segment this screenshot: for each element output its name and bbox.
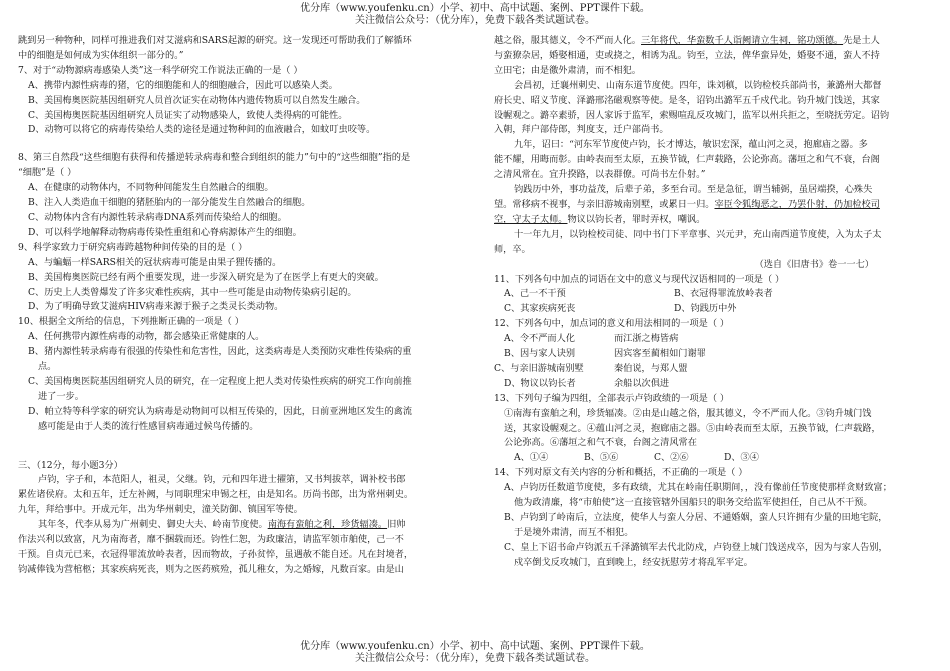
q11-option-a: A、己一不干预 — [504, 288, 566, 300]
q12-option-c-left: C、与亲旧游城南别墅 — [494, 362, 584, 374]
passage-line — [18, 518, 471, 533]
passage-line: 府长史、昭义节度、泽潞邢洺磁观察等使。是冬，诏钧出潞军五千戍代北。钧升城门饯送，其家 — [494, 94, 880, 106]
passage-line — [494, 213, 934, 228]
page-header — [0, 3, 950, 27]
q9-option-a: A、与蝙蝠一样SARS相关的冠状病毒可能是由果子狸传播的。 — [28, 256, 282, 268]
q14-option-a-cont: 他为政清廉，将“市舶使”这一直接管辖外国船只的职务交给监军使担任，自己从不干预。 — [514, 497, 873, 509]
question-8-stem-cont: “细胞”是（ ） — [18, 167, 77, 179]
q12-option-b — [494, 347, 934, 362]
underlined-sentence: 三年将代，华蛮数千人诣阙请立生祠，铭功颂德。 — [641, 35, 844, 46]
q13-items-line: 送，其家设幄观之。④蕴山河之灵，抱廊庙之器。⑤由岭表而至太原，五换节钺，仁声载路， — [504, 422, 881, 434]
q12-option-a-left: A、令不严而人化 — [504, 333, 575, 345]
underlined-sentence: 空，守太子太师。 — [494, 213, 568, 225]
intro-line: 中的细胞是如何成为实体组织一部分的。” — [18, 49, 184, 61]
q9-option-d: D、为了明确导致艾滋病HIV病毒来源于猴子之类灵长类动物。 — [28, 301, 284, 313]
q12-option-d-right: 余船以次俱进 — [614, 377, 670, 389]
q8-option-d: D、可以科学地解释动物病毒传染性重组和心脊病源体产生的细胞。 — [28, 226, 302, 238]
q13-option-c: C、②⑥ — [654, 452, 689, 464]
q11-option-d: D、钧践历中外 — [674, 303, 737, 315]
q11-option-c: C、其家疾病死丧 — [504, 303, 576, 315]
q14-option-c: C、皇上下诏书命卢钧派五千泽潞镇军去代北防戍，卢钧登上城门饯送戍卒，因为与家人告别， — [504, 541, 888, 553]
q9-option-c: C、历史上人类曾爆发了许多灾难性疾病，其中一些可能是由动物传染病引起的。 — [28, 286, 357, 298]
passage-text: 其年冬，代李从易为广州刺史、御史大夫、岭南节度使。 — [38, 519, 268, 531]
q7-option-b: B、美国梅奥医院基因组研究人员首次证实在动物体内遗传物质可以自然发生融合。 — [28, 94, 366, 106]
right-column — [494, 34, 934, 571]
q8-option-a: A、在健康的动物体内，不同物种间能发生自然融合的细胞。 — [28, 182, 274, 194]
q12-option-d-left: D、物议以钧长者 — [504, 377, 576, 389]
passage-text: 越之俗，服其德义，令不严而人化。 — [494, 35, 641, 46]
passage-line: 会昌初，迁襄州刺史、山南东道节度使。四年，诛刘稹，以钧检校兵部尚书，兼潞州大都督 — [514, 79, 882, 91]
q14-option-c-cont: 戍卒倒戈反攻城门，直到晚上，经安抚慰劳才将乱军平定。 — [514, 556, 753, 568]
passage-line: 十一年九月，以钧检校司徒、同中书门下平章事、兴元尹，充山南西道节度使，入为太子太 — [514, 228, 882, 240]
underlined-sentence: 南海有蛮舶之利，珍货辐凑。 — [267, 519, 388, 531]
question-7-stem: 7、对于“动物源病毒感染人类”这一科学研究工作说法正确的一是（ ） — [18, 64, 303, 76]
footer-line-1: 优分库（www.youfenku.cn）小学、初中、高中试题、案例、PPT课件下载。 — [300, 641, 650, 652]
q11-option-b: B、衣冠得罪流放岭表者 — [674, 288, 773, 300]
passage-text: 旧帅 — [387, 519, 406, 531]
q14-option-b: B、卢钧到了岭南后，立法度，使华人与蛮人分居、不通婚姻，蛮人只许拥有少量的田地宅院， — [504, 512, 888, 523]
passage-line: 与蛮獠杂居，婚娶相通，吏或挠之，相诱为乱。钧至，立法，俾华蛮异处，婚娶不通，蛮人不持 — [494, 49, 880, 61]
q13-option-d: D、③④ — [724, 452, 759, 464]
q10-option-d-cont: 感可能是由于人类的流行性感冒病毒通过候鸟传播的。 — [38, 420, 259, 432]
question-10-stem: 10、根据全文所给的信息，下列推断正确的一项是（ ） — [18, 316, 244, 328]
passage-line: 卢钧，字子和，本范阳人，祖灵，父继。钧，元和四年进士擢第，又书判拔萃，调补校书郎 — [38, 474, 406, 486]
intro-line: 跳到另一种物种，同样可推进我们对艾滋病和SARS起源的研究。这一发现还可帮助我们了解循环 — [18, 35, 412, 46]
passage-text: 物议以钧长者，罪时弄权，嘲讽。 — [567, 213, 706, 225]
passage-line: 之清风常在。宜升揆路，以表群僚。可尚书左仆射。” — [494, 169, 706, 181]
q10-option-c-cont: 进了一步。 — [38, 390, 84, 402]
q14-option-b-cont: 于是境外肃清，而互不相犯。 — [514, 526, 634, 538]
passage-text: 望。常移病不视事，与亲旧游城南别墅，或累日一归。 — [494, 198, 715, 210]
question-13-stem: 13、下列句子编为四组，全部表示卢钧政绩的一项是（ ） — [494, 392, 730, 404]
passage-source: （选自《旧唐书》卷一一七） — [754, 258, 874, 270]
passage-line: 设幄观之。潞卒素骄，因人家诉于监军，索赐喧乱反攻城门，监军以州兵拒之，至晓抚劳定。诏钧 — [494, 109, 890, 121]
passage-line: 九年，诏曰：“河东军节度使卢钧，长才博达，敏识宏深，蕴山河之灵，抱廊庙之器。多 — [514, 139, 868, 151]
q12-option-a — [494, 332, 934, 347]
q11-options-row-1 — [494, 287, 934, 302]
underlined-sentence: 宰臣令狐绹恶之，乃罢仆射，仍加检校司 — [714, 198, 880, 210]
passage-line: 九年，拜给事中。开成元年，出为华州刺史，潼关防御、镇国军等使。 — [18, 504, 303, 516]
q13-option-a: A、①④ — [514, 452, 549, 464]
question-9-stem: 9、科学家致力于研究病毒跨越物种间传染的目的是（ ） — [18, 241, 248, 253]
passage-line: 累佐诸侯府。太和五年，迁左补阙，与同职理宋申锡之枉，由是知名。历尚书郎，出为常州刺史。 — [18, 489, 414, 501]
q12-option-c-right: 秦伯说，与郑人盟 — [614, 362, 688, 374]
passage-line: 钧践历中外，事功益茂，后辈子弟，多至台司。至是急征，谓当辅弼，虽居端揆，心殊失 — [514, 184, 873, 196]
q12-option-c — [494, 362, 934, 377]
question-12-stem: 12、下列各句中，加点词的意义和用法相同的一项是（ ） — [494, 318, 730, 330]
q12-option-b-right: 因宾客至蔺相如门谢罪 — [614, 348, 706, 360]
q9-option-b: B、美国梅奥医院已经有两个重要发现，进一步深入研究是为了在医学上有更大的突破。 — [28, 271, 384, 283]
section-3-heading: 三、（12分，每小题3分） — [18, 459, 123, 471]
q10-option-b: B、猪内源性转录病毒有很强的传染性和危害性，因此，这类病毒是人类预防灾难性传染病的重 — [28, 346, 412, 358]
q14-option-a: A、卢钧历任数道节度使，多有政绩，尤其在岭南任职期间，，没有像前任节度使那样贪财致富； — [504, 482, 892, 494]
q10-option-d: D、帕立特等科学家的研究认为病毒是动物间可以相互传染的，因此，日前亚洲地区发生的禽流 — [28, 405, 413, 417]
footer-line-2: 关注微信公众号：（优分库），免费下载各类试题试卷。 — [355, 653, 595, 664]
q10-option-b-cont: 点。 — [38, 361, 57, 373]
passage-line: 作法兴利以致富，凡为南海者，靡不捆载而还。钧性仁恕，为政廉洁，请监军领市舶使，己一不 — [18, 534, 404, 546]
q11-options-row-2 — [494, 302, 934, 317]
passage-line: 能不耀，用晦而彰。由岭表而至太原，五换节钺，仁声载路，公论弥高。藩垣之和气不衰，台阁 — [494, 154, 880, 166]
passage-line — [494, 198, 934, 213]
q13-items-line: ①南海有蛮舶之利，珍货辐凑。②由是山越之俗，服其德义，令不严而人化。③钧升城门饯 — [504, 407, 872, 419]
passage-line: 干预。自贞元已来，衣冠得罪流放岭表者，因而物故，子孙贫悴，虽遇赦不能自还。凡在封境者， — [18, 549, 414, 560]
q8-option-c: C、动物体内含有内源性转录病毒DNA系列而传染给人的细胞。 — [28, 211, 287, 223]
header-line-2: 关注微信公众号：（优分库），免费下载各类试题试卷。 — [355, 15, 595, 26]
passage-line: 钧减俸钱为营棺柩；其家疾病死丧，则为之医药殡殓，孤儿稚女，为之婚嫁，凡数百家。由是山 — [18, 563, 404, 575]
q7-option-a: A、携带内源性病毒的猪，它的细胞能和人的细胞融合，因此可以感染人类。 — [28, 79, 338, 91]
left-column — [18, 34, 471, 578]
passage-text: 先是土人 — [843, 35, 880, 46]
q12-option-a-right: 而江浙之梅皆病 — [614, 333, 679, 345]
page-footer — [0, 641, 950, 665]
passage-line: 入朝，拜户部侍郎，判度支，迁户部尚书。 — [494, 124, 669, 136]
header-line-1: 优分库（www.youfenku.cn）小学、初中、高中试题、案例、PPT课件下载。 — [300, 3, 650, 14]
q13-options-row — [494, 451, 934, 466]
q13-items-line: 公论弥高。⑥藩垣之和气不衰，台阁之清风常在 — [504, 437, 697, 449]
q7-option-d: D、动物可以将它的病毒传染给人类的途径是通过物种间的血液融合，如蚊叮虫咬等。 — [28, 124, 376, 136]
question-8-stem: 8、第三自然段“这些细胞有获得和传播逆转录病毒和整合到组织的能力”句中的“这些细胞”指的是 — [18, 152, 411, 164]
q12-option-d — [494, 377, 934, 392]
q10-option-a: A、任何携带内源性病毒的动物，都会感染正常健康的人。 — [28, 331, 265, 343]
passage-line: 师，卒。 — [494, 243, 531, 255]
question-11-stem: 11、下列各句中加点的词语在文中的意义与现代汉语相同的一项是（ ） — [494, 273, 785, 285]
q12-option-b-left: B、因与家人诀别 — [504, 348, 576, 360]
question-14-stem: 14、下列对原文有关内容的分析和概括，不正确的一项是（ ） — [494, 467, 748, 479]
passage-line: 立田宅；由是徼外肃清，而不相犯。 — [494, 64, 641, 76]
q10-option-c: C、美国梅奥医院基因组研究人员的研究，在一定程度上把人类对传染性疾病的研究工作向前推 — [28, 375, 412, 387]
passage-line — [494, 34, 934, 49]
q8-option-b: B、注入人类造血干细胞的猪胚胎内的一部分能发生自然融合的细胞。 — [28, 197, 311, 209]
q7-option-c: C、美国梅奥医院基因组研究人员证实了动物感染人，致使人类得病的可能性。 — [28, 109, 348, 121]
q13-option-b: B、⑤⑥ — [584, 452, 619, 464]
